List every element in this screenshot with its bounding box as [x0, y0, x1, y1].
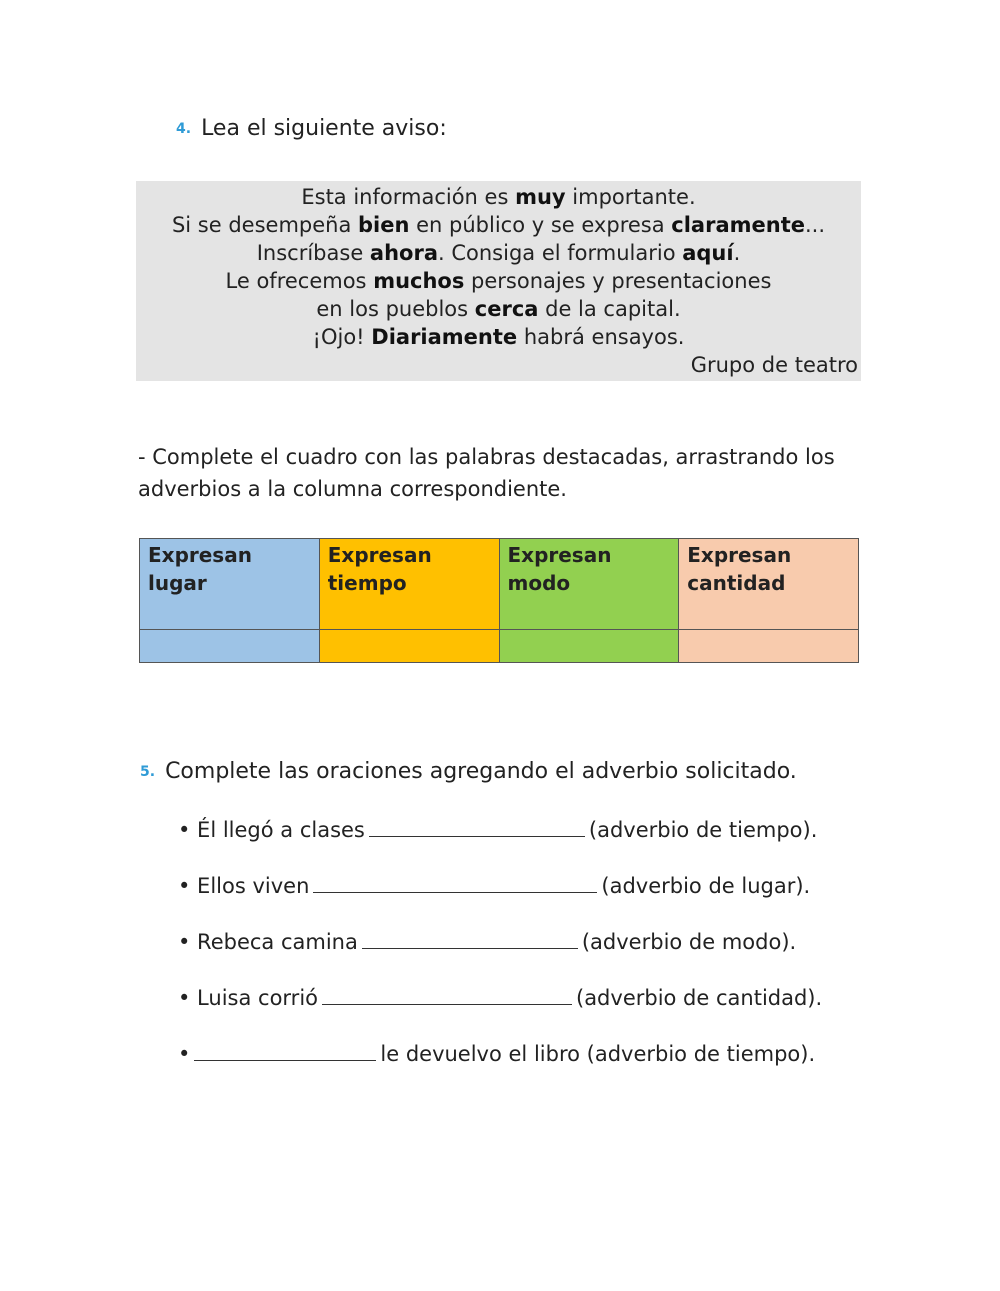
notice-line	[136, 295, 861, 323]
highlighted-adverb: Diariamente	[371, 325, 518, 349]
drop-zone-modo[interactable]	[499, 630, 679, 663]
notice-signature: Grupo de teatro	[690, 353, 858, 377]
notice-text-segment: .	[733, 241, 741, 265]
highlighted-adverb: muchos	[373, 269, 465, 293]
sentence-item: • le devuelvo el libro (adverbio de tiempo).	[178, 1038, 822, 1094]
answer-blank[interactable]	[369, 814, 585, 837]
answer-blank[interactable]	[313, 870, 597, 893]
sentence-item: • Él llegó a clases (adverbio de tiempo).	[178, 814, 822, 870]
answer-blank[interactable]	[362, 926, 578, 949]
notice-text	[136, 183, 861, 351]
notice-text-segment: Si se desempeña	[171, 213, 359, 237]
answer-blank[interactable]	[322, 982, 572, 1005]
answer-blank[interactable]	[194, 1038, 376, 1061]
question-5-heading	[140, 759, 797, 784]
highlighted-adverb: aquí	[682, 241, 734, 265]
notice-text-segment: importante.	[565, 185, 696, 209]
drop-zone-tiempo[interactable]	[319, 630, 499, 663]
drop-zone-lugar[interactable]	[140, 630, 320, 663]
notice-line	[136, 239, 861, 267]
question-number: 4.	[176, 121, 192, 137]
adverb-classification-table	[139, 538, 859, 663]
column-header-modo: Expresan modo	[499, 539, 679, 630]
column-header-tiempo: Expresan tiempo	[319, 539, 499, 630]
question-number: 5.	[140, 764, 156, 780]
notice-text-segment: ...	[804, 213, 826, 237]
notice-text-segment: Le ofrecemos	[225, 269, 374, 293]
notice-line	[136, 183, 861, 211]
highlighted-adverb: claramente	[671, 213, 805, 237]
notice-line	[136, 323, 861, 351]
notice-text-segment: en público y se expresa	[409, 213, 672, 237]
notice-line	[136, 211, 861, 239]
notice-text-segment: de la capital.	[538, 297, 681, 321]
sentence-list	[178, 814, 822, 1094]
column-header-cantidad: Expresan cantidad	[679, 539, 859, 630]
instruction-text: - Complete el cuadro con las palabras destacadas, arrastrando los adverbios a la columna correspondiente.	[138, 445, 835, 501]
notice-text-segment: . Consiga el formulario	[438, 241, 683, 265]
question-4-heading	[176, 116, 447, 141]
notice-text-segment: ¡Ojo!	[312, 325, 372, 349]
notice-text-segment: habrá ensayos.	[517, 325, 685, 349]
notice-text-segment: Esta información es	[301, 185, 516, 209]
notice-text-segment: Inscríbase	[256, 241, 370, 265]
notice-box	[136, 181, 861, 381]
notice-text-segment: en los pueblos	[316, 297, 475, 321]
highlighted-adverb: ahora	[369, 241, 438, 265]
notice-text-segment: personajes y presentaciones	[464, 269, 772, 293]
highlighted-adverb: bien	[358, 213, 410, 237]
highlighted-adverb: muy	[515, 185, 566, 209]
highlighted-adverb: cerca	[474, 297, 539, 321]
notice-line	[136, 267, 861, 295]
question-text: Complete las oraciones agregando el adverbio solicitado.	[165, 759, 797, 784]
sentence-item: • Rebeca camina (adverbio de modo).	[178, 926, 822, 982]
question-text: Lea el siguiente aviso:	[201, 116, 447, 141]
drop-zone-cantidad[interactable]	[679, 630, 859, 663]
column-header-lugar: Expresan lugar	[140, 539, 320, 630]
sentence-item: • Ellos viven (adverbio de lugar).	[178, 870, 822, 926]
sentence-item: • Luisa corrió (adverbio de cantidad).	[178, 982, 822, 1038]
